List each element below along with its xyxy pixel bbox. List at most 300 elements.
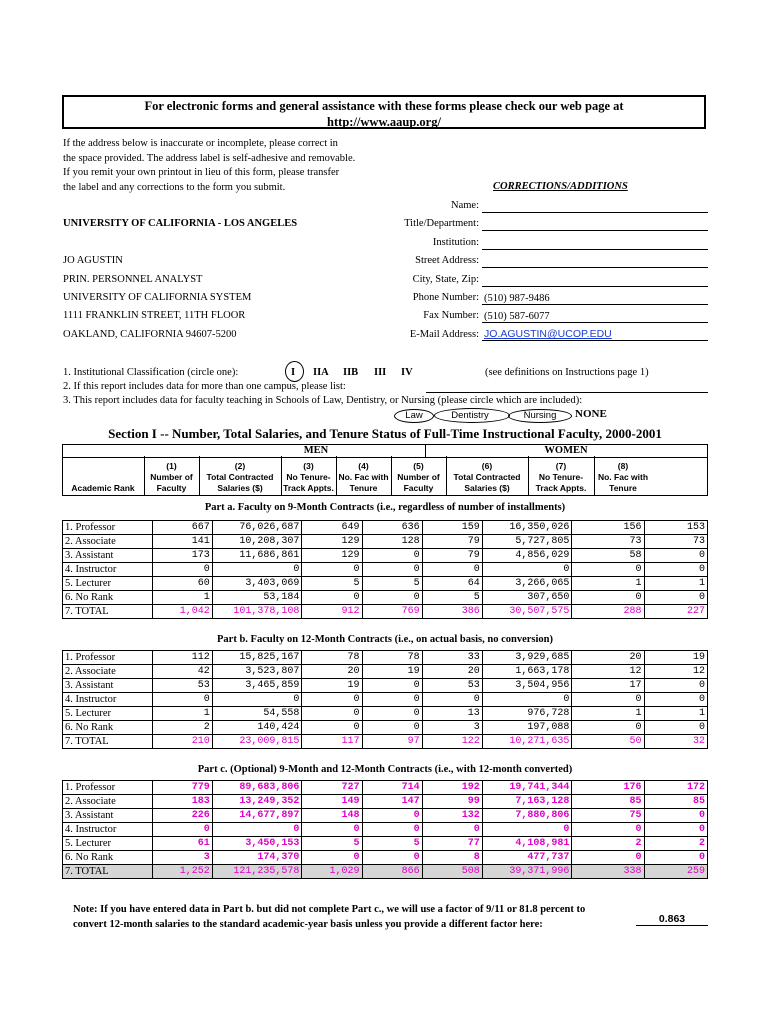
cell-col-6: 477,737 [482,851,572,865]
column-header-line: (2) [234,461,246,471]
cell-col-3: 727 [302,781,362,795]
street-address-field[interactable] [482,255,708,268]
cell-col-3: 0 [302,851,362,865]
cell-col-8[interactable]: 0 [644,591,707,605]
column-divider [594,456,595,496]
rank-label: 3. Assistant [63,549,153,563]
dentistry-circle [434,408,510,423]
rank-label: 4. Instructor [63,823,153,837]
rank-label: 4. Instructor [63,693,153,707]
rank-label: 1. Professor [63,781,153,795]
column-header-line: Tenure [349,483,378,493]
question-1: 1. Institutional Classification (circle one): [63,367,239,378]
classification-note: (see definitions on Instructions page 1) [485,367,649,378]
cell-col-1[interactable]: 667 [152,521,212,535]
table-row [63,665,708,679]
cell-col-1[interactable]: 53 [152,679,212,693]
part-c-table [62,780,708,879]
cell-col-4[interactable]: 0 [362,707,422,721]
cell-col-8[interactable]: 73 [644,535,707,549]
cell-col-1[interactable]: 2 [152,721,212,735]
cell-col-7: 288 [572,605,644,619]
gender-divider [425,445,426,457]
intro-line: If the address below is inaccurate or incomplete, please correct in [63,138,338,149]
cell-col-5: 8 [422,851,482,865]
cell-col-4: 769 [362,605,422,619]
column-header-line: (1) [166,461,177,471]
cell-col-3[interactable]: 5 [302,577,362,591]
column-divider [391,456,392,496]
cell-col-6: 0 [482,823,572,837]
table-row [63,823,708,837]
cell-col-3[interactable]: 0 [302,721,362,735]
cell-col-2[interactable]: 0 [212,563,302,577]
cell-col-5[interactable]: 33 [422,651,482,665]
cell-col-2: 14,677,897 [212,809,302,823]
cell-col-3: 1,029 [302,865,362,879]
rank-label: 1. Professor [63,651,153,665]
cell-col-2: 174,370 [212,851,302,865]
cell-col-4[interactable]: 0 [362,679,422,693]
class-option-iv[interactable]: IV [401,367,413,378]
cell-col-4: 714 [362,781,422,795]
column-header-line: (3) [303,461,314,471]
intro-text [63,137,393,195]
cell-col-7: 75 [572,809,644,823]
cell-col-1: 3 [152,851,212,865]
cell-col-4[interactable]: 0 [362,549,422,563]
table-row [63,563,708,577]
men-header: MEN [303,445,329,456]
cell-col-4: 147 [362,795,422,809]
cell-col-6[interactable]: 4,856,029 [482,549,572,563]
cell-col-6[interactable]: 3,266,065 [482,577,572,591]
cell-col-1[interactable]: 42 [152,665,212,679]
rank-label: 5. Lecturer [63,707,153,721]
table-row [63,549,708,563]
cell-col-2[interactable]: 54,558 [212,707,302,721]
city-state-zip-field[interactable] [482,274,708,287]
cell-col-2[interactable]: 3,465,859 [212,679,302,693]
cell-col-4[interactable]: 128 [362,535,422,549]
address-line: UNIVERSITY OF CALIFORNIA SYSTEM [63,292,252,303]
cell-col-3[interactable]: 0 [302,707,362,721]
cell-col-8[interactable]: 0 [644,721,707,735]
table-row [63,851,708,865]
cell-col-4: 5 [362,837,422,851]
cell-col-8: 0 [644,823,707,837]
cell-col-5[interactable]: 79 [422,535,482,549]
cell-col-7[interactable]: 1 [572,707,644,721]
cell-col-6[interactable]: 3,504,956 [482,679,572,693]
class-option-iii[interactable]: III [374,367,387,378]
cell-col-7: 176 [572,781,644,795]
cell-col-1[interactable]: 1 [152,591,212,605]
cell-col-1: 183 [152,795,212,809]
cell-col-6: 10,271,635 [482,735,572,749]
table-row [63,651,708,665]
cell-col-3: 0 [302,823,362,837]
cell-col-8: 227 [644,605,707,619]
cell-col-2[interactable]: 76,026,687 [212,521,302,535]
cell-col-2[interactable]: 53,184 [212,591,302,605]
column-header-5 [391,461,446,494]
part-b-title: Part b. Faculty on 12-Month Contracts (i.e., on actual basis, no conversion) [217,634,553,645]
cell-col-8: 85 [644,795,707,809]
cell-col-4[interactable]: 0 [362,693,422,707]
school-none[interactable]: NONE [575,408,607,420]
cell-col-8[interactable]: 0 [644,679,707,693]
cell-col-3: 148 [302,809,362,823]
cell-col-3: 912 [302,605,362,619]
conversion-factor-field[interactable]: 0.863 [636,913,708,926]
cell-col-8[interactable]: 0 [644,549,707,563]
column-header-2 [199,461,281,494]
table-row [63,679,708,693]
table-row [63,707,708,721]
question-3: 3. This report includes data for faculty teaching in Schools of Law, Dentistry, or Nursing (please circle which are included): [63,395,583,406]
email-address-label: E-Mail Address: [409,329,479,340]
cell-col-3[interactable]: 0 [302,693,362,707]
cell-col-6[interactable]: 307,650 [482,591,572,605]
cell-col-3: 5 [302,837,362,851]
table-row [63,795,708,809]
column-header-line: Salaries ($) [217,483,263,493]
cell-col-3[interactable]: 0 [302,591,362,605]
cell-col-4: 866 [362,865,422,879]
table-row [63,577,708,591]
rank-label: 7. TOTAL [63,865,153,879]
cell-col-6[interactable]: 0 [482,563,572,577]
name-label: Name: [451,200,479,211]
intro-line: If you remit your own printout in lieu of this form, please transfer [63,167,340,178]
banner-line-1: For electronic forms and general assistance with these forms please check our web page at [144,99,624,113]
banner-url[interactable]: http://www.aaup.org/ [327,115,441,129]
column-header-line: Salaries ($) [464,483,510,493]
cell-col-4: 0 [362,851,422,865]
part-a-table [62,520,708,619]
cell-col-7[interactable]: 0 [572,721,644,735]
column-divider [144,456,145,496]
rank-label: 7. TOTAL [63,735,153,749]
cell-col-5: 386 [422,605,482,619]
question-2: 2. If this report includes data for more than one campus, please list: [63,381,346,392]
cell-col-1[interactable]: 112 [152,651,212,665]
rank-label: 5. Lecturer [63,577,153,591]
cell-col-1: 0 [152,823,212,837]
title-department-field[interactable] [482,218,708,231]
cell-col-2[interactable]: 3,403,069 [212,577,302,591]
cell-col-1: 61 [152,837,212,851]
note-line-1: Note: If you have entered data in Part b. but did not complete Part c., we will use a factor of 9/11 or 81.8 percent to [73,904,586,915]
rank-label: 2. Associate [63,665,153,679]
cell-col-8[interactable]: 1 [644,707,707,721]
cell-col-4[interactable]: 0 [362,721,422,735]
cell-col-8: 172 [644,781,707,795]
cell-col-2: 0 [212,823,302,837]
column-header-line: Total Contracted [206,472,274,482]
cell-col-7: 85 [572,795,644,809]
cell-col-4[interactable]: 19 [362,665,422,679]
cell-col-4[interactable]: 5 [362,577,422,591]
cell-col-2[interactable]: 0 [212,693,302,707]
cell-col-6[interactable]: 5,727,805 [482,535,572,549]
cell-col-5: 0 [422,823,482,837]
name-field[interactable] [482,200,708,213]
cell-col-1[interactable]: 141 [152,535,212,549]
rank-label: 2. Associate [63,535,153,549]
cell-col-1: 226 [152,809,212,823]
cell-col-3[interactable]: 649 [302,521,362,535]
cell-col-2[interactable]: 15,825,167 [212,651,302,665]
cell-col-6[interactable]: 976,728 [482,707,572,721]
cell-col-2: 3,450,153 [212,837,302,851]
cell-col-5[interactable]: 13 [422,707,482,721]
cell-col-8: 0 [644,809,707,823]
city-state-zip-label: City, State, Zip: [412,274,479,285]
institution-name: UNIVERSITY OF CALIFORNIA - LOS ANGELES [63,218,298,229]
column-header-line: Track Appts. [535,483,587,493]
address-line: PRIN. PERSONNEL ANALYST [63,274,203,285]
cell-col-2[interactable]: 3,523,807 [212,665,302,679]
class-option-i[interactable]: I [291,367,296,378]
cell-col-7: 0 [572,851,644,865]
cell-col-6: 7,880,806 [482,809,572,823]
women-header: WOMEN [544,445,588,456]
column-header-line: (8) [617,461,629,471]
cell-col-3[interactable]: 0 [302,563,362,577]
class-option-iib[interactable]: IIB [343,367,359,378]
cell-col-3[interactable]: 20 [302,665,362,679]
campus-list-field[interactable] [426,392,708,393]
cell-col-5: 508 [422,865,482,879]
school-law[interactable]: Law [394,409,434,423]
cell-col-6[interactable]: 0 [482,693,572,707]
cell-col-4[interactable]: 0 [362,591,422,605]
cell-col-8[interactable]: 19 [644,651,707,665]
cell-col-5: 122 [422,735,482,749]
cell-col-3: 149 [302,795,362,809]
cell-col-7[interactable]: 1 [572,577,644,591]
cell-col-6[interactable]: 197,088 [482,721,572,735]
street-address-label: Street Address: [415,255,479,266]
address-line: OAKLAND, CALIFORNIA 94607-5200 [63,329,237,340]
academic-rank-header: Academic Rank [71,483,135,493]
column-header-line: (6) [481,461,493,471]
cell-col-5[interactable]: 0 [422,693,482,707]
table-row [63,781,708,795]
phone-number-label: Phone Number: [412,292,479,303]
cell-col-2: 23,009,815 [212,735,302,749]
cell-col-3[interactable]: 129 [302,535,362,549]
part-c-title: Part c. (Optional) 9-Month and 12-Month Contracts (i.e., with 12-month converted) [197,764,573,775]
corrections-heading: CORRECTIONS/ADDITIONS [493,181,628,192]
cell-col-6: 19,741,344 [482,781,572,795]
cell-col-7[interactable]: 58 [572,549,644,563]
cell-col-2: 13,249,352 [212,795,302,809]
cell-col-8[interactable]: 12 [644,665,707,679]
cell-col-5[interactable]: 3 [422,721,482,735]
column-header-1 [144,461,199,494]
cell-col-4[interactable]: 0 [362,563,422,577]
intro-line: the space provided. The address label is self-adhesive and removable. [63,152,356,164]
cell-col-8[interactable]: 153 [644,521,707,535]
table-row [63,693,708,707]
cell-col-6: 4,108,981 [482,837,572,851]
cell-col-7: 2 [572,837,644,851]
cell-col-5: 192 [422,781,482,795]
column-divider [528,456,529,496]
cell-col-2[interactable]: 11,686,861 [212,549,302,563]
cell-col-6[interactable]: 1,663,178 [482,665,572,679]
cell-col-1: 1,042 [152,605,212,619]
cell-col-8: 2 [644,837,707,851]
cell-col-5[interactable]: 53 [422,679,482,693]
address-line: 1111 FRANKLIN STREET, 11TH FLOOR [63,310,246,321]
table-row [63,535,708,549]
intro-line: the label and any corrections to the form you submit. [63,181,286,193]
section-title: Section I -- Number, Total Salaries, and Tenure Status of Full-Time Instructional Faculty, 2000-2001 [108,426,662,441]
email-address-field[interactable]: JO.AGUSTIN@UCOP.EDU [482,328,708,341]
table-row [63,809,708,823]
web-page-banner [62,95,706,129]
table-row [63,521,708,535]
column-header-line: (7) [555,461,567,471]
rank-label: 1. Professor [63,521,153,535]
cell-col-7[interactable]: 12 [572,665,644,679]
cell-col-6: 30,507,575 [482,605,572,619]
cell-col-6[interactable]: 16,350,026 [482,521,572,535]
institution-label: Institution: [432,237,479,248]
cell-col-6[interactable]: 3,929,685 [482,651,572,665]
cell-col-1: 779 [152,781,212,795]
cell-col-5[interactable]: 0 [422,563,482,577]
cell-col-3: 117 [302,735,362,749]
cell-col-5[interactable]: 20 [422,665,482,679]
table-row [63,721,708,735]
cell-col-2: 121,235,578 [212,865,302,879]
column-header-3 [281,461,336,494]
cell-col-7[interactable]: 20 [572,651,644,665]
column-header-line: No Tenure- [538,472,584,482]
class-option-iia[interactable]: IIA [313,367,329,378]
cell-col-2[interactable]: 140,424 [212,721,302,735]
total-row [63,735,708,749]
column-header-line: Tenure [609,483,637,493]
column-header-line: No Tenure- [286,472,331,482]
cell-col-1[interactable]: 173 [152,549,212,563]
cell-col-2: 101,378,108 [212,605,302,619]
cell-col-7[interactable]: 0 [572,591,644,605]
cell-col-5[interactable]: 5 [422,591,482,605]
table-row [63,591,708,605]
rank-label: 6. No Rank [63,721,153,735]
fax-number-field[interactable]: (510) 587-6077 [482,310,708,323]
rank-label: 4. Instructor [63,563,153,577]
cell-col-8[interactable]: 0 [644,693,707,707]
cell-col-7[interactable]: 0 [572,563,644,577]
cell-col-4[interactable]: 78 [362,651,422,665]
cell-col-7: 338 [572,865,644,879]
conversion-note [73,902,633,932]
cell-col-6: 7,163,128 [482,795,572,809]
column-header-6 [446,461,528,494]
cell-col-8[interactable]: 0 [644,563,707,577]
rank-label: 3. Assistant [63,679,153,693]
cell-col-1: 210 [152,735,212,749]
cell-col-8: 32 [644,735,707,749]
column-divider [336,456,337,496]
school-nursing[interactable]: Nursing [508,409,572,423]
cell-col-7[interactable]: 73 [572,535,644,549]
column-header-line: (4) [358,461,369,471]
column-header-line: No. Fac with [597,472,649,482]
cell-col-1[interactable]: 0 [152,693,212,707]
cell-col-1[interactable]: 60 [152,577,212,591]
cell-col-1: 1,252 [152,865,212,879]
column-header-line: (5) [413,461,424,471]
phone-number-field[interactable]: (510) 987-9486 [482,292,708,305]
cell-col-3[interactable]: 78 [302,651,362,665]
part-a-title: Part a. Faculty on 9-Month Contracts (i.e., regardless of number of installments) [204,502,566,513]
cell-col-7[interactable]: 17 [572,679,644,693]
rank-label: 2. Associate [63,795,153,809]
column-header-8 [594,461,652,494]
rank-label: 3. Assistant [63,809,153,823]
cell-col-8: 0 [644,851,707,865]
address-line: JO AGUSTIN [63,255,123,266]
cell-col-5[interactable]: 159 [422,521,482,535]
cell-col-5[interactable]: 79 [422,549,482,563]
column-header-line: No. Fac with [338,472,389,482]
cell-col-5[interactable]: 64 [422,577,482,591]
total-row [63,865,708,879]
title-department-label: Title/Department: [404,218,479,229]
column-divider [446,456,447,496]
total-row [63,605,708,619]
fax-number-label: Fax Number: [423,310,479,321]
column-header-line: Faculty [403,483,434,493]
cell-col-5: 132 [422,809,482,823]
cell-col-1[interactable]: 1 [152,707,212,721]
school-dentistry[interactable]: Dentistry [451,410,489,421]
part-b-table [62,650,708,749]
cell-col-3[interactable]: 129 [302,549,362,563]
cell-col-5: 77 [422,837,482,851]
column-divider [281,456,282,496]
cell-col-3[interactable]: 19 [302,679,362,693]
note-line-2: convert 12-month salaries to the standard academic-year basis unless you provide a different factor here: [73,919,543,930]
column-header-line: Number of [397,472,440,482]
rank-label: 6. No Rank [63,591,153,605]
column-divider [199,456,200,496]
cell-col-5: 99 [422,795,482,809]
column-header-line: Total Contracted [453,472,521,482]
rank-label: 6. No Rank [63,851,153,865]
cell-col-7: 50 [572,735,644,749]
rank-label: 5. Lecturer [63,837,153,851]
cell-col-4: 0 [362,823,422,837]
cell-col-4[interactable]: 636 [362,521,422,535]
cell-col-7[interactable]: 0 [572,693,644,707]
cell-col-8[interactable]: 1 [644,577,707,591]
institution-field[interactable] [482,237,708,250]
cell-col-2[interactable]: 10,208,307 [212,535,302,549]
cell-col-1[interactable]: 0 [152,563,212,577]
cell-col-7[interactable]: 156 [572,521,644,535]
rank-label: 7. TOTAL [63,605,153,619]
cell-col-2: 89,683,806 [212,781,302,795]
